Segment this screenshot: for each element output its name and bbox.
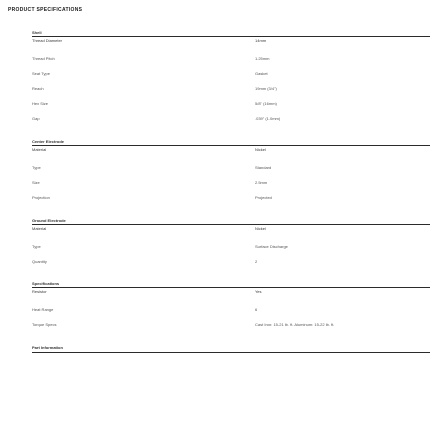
spec-label: Seat Type xyxy=(32,71,50,76)
spec-value: 2 xyxy=(255,259,258,264)
spec-label: Reach xyxy=(32,86,44,91)
spec-label: Material xyxy=(32,226,47,231)
section-divider xyxy=(32,287,430,288)
spec-label: Resistor xyxy=(32,289,47,294)
section-heading-shell: Shell xyxy=(32,30,42,35)
spec-row xyxy=(32,289,430,295)
spec-label: Size xyxy=(32,180,40,185)
spec-value: Nickel xyxy=(255,226,266,231)
spec-row xyxy=(32,322,430,328)
spec-row xyxy=(32,307,430,313)
spec-row xyxy=(32,86,430,92)
spec-value: Projected xyxy=(255,195,272,200)
spec-label: Torque Specs xyxy=(32,322,57,327)
spec-label: Gap xyxy=(32,116,40,121)
spec-row xyxy=(32,226,430,232)
section-heading-ground-electrode: Ground Electrode xyxy=(32,218,66,223)
spec-row xyxy=(32,56,430,62)
spec-label: Type xyxy=(32,165,41,170)
section-heading-specifications: Specifications xyxy=(32,281,60,286)
spec-value: Nickel xyxy=(255,147,266,152)
spec-label: Heat Range xyxy=(32,307,54,312)
spec-value: 6 xyxy=(255,307,258,312)
spec-row xyxy=(32,147,430,153)
section-divider xyxy=(32,224,430,225)
section-divider xyxy=(32,352,430,353)
spec-row xyxy=(32,244,430,250)
spec-row xyxy=(32,101,430,107)
spec-label: Material xyxy=(32,147,47,152)
section-divider xyxy=(32,36,430,37)
spec-value: Gasket xyxy=(255,71,268,76)
spec-row xyxy=(32,116,430,122)
spec-row xyxy=(32,180,430,186)
spec-value: Surface Discharge xyxy=(255,244,288,249)
spec-value: 2.5mm xyxy=(255,180,268,185)
spec-label: Projection xyxy=(32,195,50,200)
spec-value: 19mm (3/4") xyxy=(255,86,277,91)
spec-value: Yes xyxy=(255,289,262,294)
spec-value: Standard xyxy=(255,165,272,170)
section-heading-center-electrode: Center Electrode xyxy=(32,139,65,144)
spec-value: 1.25mm xyxy=(255,56,270,61)
spec-row xyxy=(32,38,430,44)
spec-row xyxy=(32,195,430,201)
spec-row xyxy=(32,259,430,265)
spec-value: 5/8" (16mm) xyxy=(255,101,277,106)
spec-row xyxy=(32,71,430,77)
spec-label: Hex Size xyxy=(32,101,49,106)
spec-label: Type xyxy=(32,244,41,249)
spec-value: .039" (1.0mm) xyxy=(255,116,281,121)
spec-value: Cast Iron: 15-21 lb. ft. Aluminum: 15-22 lb. ft. xyxy=(255,322,335,327)
spec-row xyxy=(32,165,430,171)
section-divider xyxy=(32,145,430,146)
spec-label: Thread Pitch xyxy=(32,56,55,61)
spec-label: Thread Diameter xyxy=(32,38,63,43)
spec-label: Quantity xyxy=(32,259,47,264)
page-title: PRODUCT SPECIFICATIONS xyxy=(8,7,83,13)
section-heading-part-information: Part Information xyxy=(32,345,63,350)
spec-value: 14mm xyxy=(255,38,267,43)
